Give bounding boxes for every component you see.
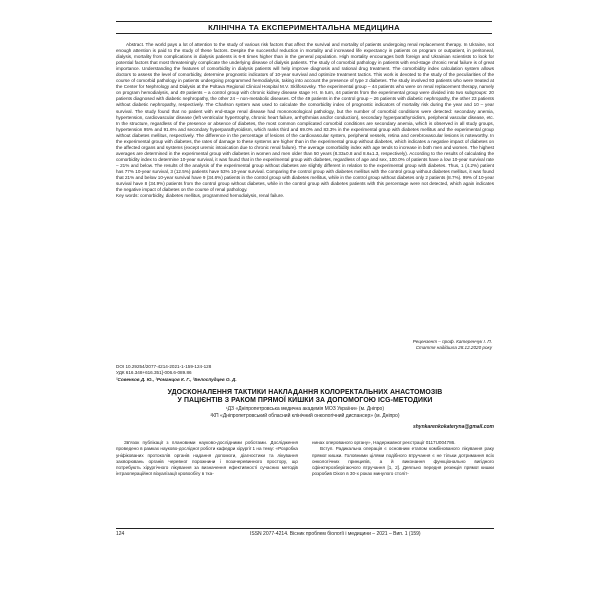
- affiliation-2: ²КП «Дніпропетровський обласний клінічний онкологічний диспансер» (м. Дніпро): [210, 412, 400, 419]
- article-meta: [116, 364, 494, 383]
- doi: DOI 10.29254/2077-4214-2021-1-159-124-128: [116, 364, 212, 369]
- page-number: 124: [116, 531, 125, 537]
- body-paragraph-intro: Вступ. Радикальна операція є основним етапом комбінованого лікування раку прямої кишки. Головними цілями подібного втручання є не тільки дотримання всіх онкологічних принципів, а й виконання функціонально вигідного сфінктерозберігаючого втручання [1, 2]. Деяльно передня резекція прямої кишки розробив Dixon в 30-х роках минулого століт-: [312, 446, 494, 477]
- body-column-left: [116, 440, 298, 478]
- abstract-block: [116, 42, 494, 199]
- keywords: Key words: comorbidity, diabetes mellitus, programmed hemodialysis, renal failure.: [116, 193, 285, 199]
- received-date: Стаття надійшла 28.12.2020 року: [415, 345, 492, 350]
- journal-section-header: [116, 21, 492, 34]
- body-paragraph-continued: нинах оперованого органу», Надержавної реєстрації 0117U004786.: [312, 440, 456, 445]
- affiliations: [116, 406, 494, 419]
- title-line-1: УДОСКОНАЛЕННЯ ТАКТИКИ НАКЛАДАННЯ КОЛОРЕКТАЛЬНИХ АНАСТОМОЗІВ: [167, 389, 443, 396]
- affiliation-1: ¹ДЗ «Дніпропетровська медична академія МОЗ України» (м. Дніпро): [225, 406, 385, 412]
- reviewer-line: Рецензент – проф. Катеренчук І. П.: [412, 339, 492, 344]
- footer-divider: [116, 528, 494, 529]
- section-title: КЛІНІЧНА ТА ЕКСПЕРИМЕНТАЛЬНА МЕДИЦИНА: [208, 23, 400, 32]
- title-line-2: У ПАЦІЄНТІВ З РАКОМ ПРЯМОЇ КИШКИ ЗА ДОПОМОГОЮ ICG-МЕТОДИКИ: [177, 397, 433, 405]
- journal-footer: ISSN 2077-4214. Вісник проблем біології і медицини – 2021 – Вип. 1 (159): [250, 531, 421, 537]
- body-column-right: [312, 440, 494, 478]
- udc: УДК 616.348+616.351]-006.6-089.86: [116, 370, 192, 376]
- body-paragraph: Зв'язок публікації з плановими науково-дослідними роботами. Дослідження проведено в рамках науково-дослідної роботи кафедри хірургії 1 на тему: «Розробка уніфікованих протоколів органів надання допомоги, діагностики та лікування захворювань органів черевної порожнини і позачеревинного простору, що потребують хірургічного лікування за визначення ефективності сучасних методів інтраопераційної візуалізації кровообігу в тка-: [116, 440, 298, 477]
- reviewer-note: [413, 339, 492, 351]
- contact-email: shynkarenkokateryna@gmail.com: [412, 424, 494, 430]
- abstract-text: Abstract. The world pays a lot of attention to the study of various risk factors that affect the survival and mortality of patients undergoing renal replacement therapy. In Ukraine, not enough attention is paid to the study of these factors. Despite the successful reduction in mortality and increased life expectancy in patients on program or outpatient, in peritoneal, dialysis, mortality from complications in dialysis patients is 6-8 times higher than in the general population. High mortality encourages both foreign and Ukrainian scientists to look for potential factors that most threateningly complicate the underlying disease of dialysis patients. The study of comorbid pathology in patients with end-stage chronic renal failure is of great importance. Understanding the features of comorbidity in dialysis patients will help improve diagnosis and rational drug treatment. The comorbidity index calculation system allows doctors to assess the level of comorbidity, determine prognostic indicators of 10-year survival and optimize treatment tactics. This work is devoted to the study of the peculiarities of the course of comorbid pathology in patients undergoing programmed hemodialysis, taking into account the presence of type 2 diabetes. The study involved 93 patients who were treated at the Center for Nephrology and Dialysis at the Poltava Regional Clinical Hospital M.V. Sklifosovsky. The experimental group – 44 patients who were on renal replacement therapy, namely on program hemodialysis, and 49 patients – a control group with chronic kidney disease stage I-II. In turn, 44 patients from the experimental group were divided into two subgroups: 20 patients diagnosed with diabetic nephropathy, the other 24 – non-metabolic diseases. Of the 49 patients in the control group – 26 patients with diabetic nephropathy, the other 23 patients without diabetic nephropathy, respectively. The Charlson system was used to calculate the comorbidity index of prognostic indicators of mortality risk during the year and 10 – year survival. The study found that no patient with end-stage renal disease had mononosological pathology, but the number of comorbid conditions were detected: secondary anemia, hypertension, cardiovascular disease (left ventricular hypertrophy, chronic heart failure, arrhythmias and/or conduction), secondary hyperparathyroidism, peripheral vascular disease, etc. In the structure, regardless of the presence or absence of diabetes, the most common complicated comorbid conditions are secondary anemia, which is observed in all study groups, hypertension 95% and 91.6% and secondary hyperparathyroidism, which ranks third and 69.0% and 83.3% in the experimental group with diabetes mellitus and the experimental group without diabetes mellitus, respectively. The difference in the percentage of lesions of the cardiovascular system, peripheral vessels, retina and cerebrovascular lesions is noteworthy. In the experimental group with diabetes, the rates of damage to these systems are higher than in the experimental group without diabetes, which indicates a negative impact of diabetes on the affected organs and systems (except uremic intoxication due to chronic renal failure). The average comorbidity index with age tends to increase in both men and women. The highest averages are determined in the experimental group with diabetes in women and men older than 50 years (8.33±0.8 and 8.6±1.3, respectively). According to the results of calculating the comorbidity index to determine 10-year survival, it was found that in the experimental group with diabetes, regardless of age and sex, 100.0% of patients have a low 10-year survival rate – 21% and below. The results of the analysis of the experimental group without diabetes are slightly different in relation to the experimental group with diabetes. Thus, 1 (4.2%) patient has 77% 10-year survival, 3 (12.5%) patients have 53% 10-year survival. Comparing the control group with diabetes mellitus with the control group without diabetes mellitus, it was found that 21% and below 10-year survival have 9 (34.6%) patients in the control group with diabetes mellitus, while in the control group without diabetes only 2 patients (8.7%). 99% of 10-year survival have 8 (34.9%) patients from the control group without diabetes, while in the control group with diabetes patients with this percentage were not detected, which again indicates the negative impact of diabetes on the course of renal pathology.: [116, 42, 494, 193]
- article-title: [116, 389, 494, 405]
- authors: ¹Совенков Д. Ю., ¹Романцов К. Г., ²Белоспудцев О. Д.: [116, 376, 237, 382]
